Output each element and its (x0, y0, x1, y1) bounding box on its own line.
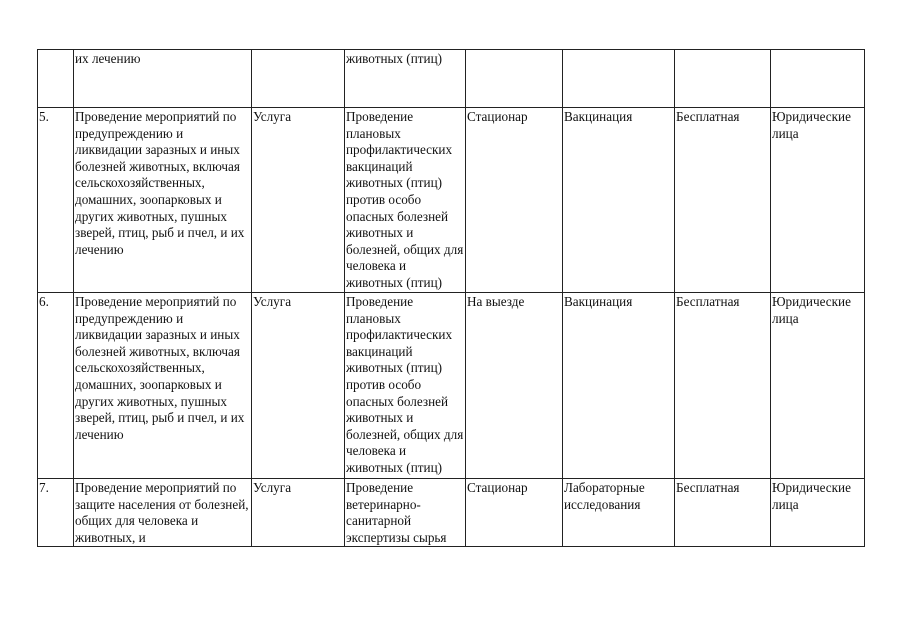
cell-cost (675, 50, 771, 108)
cell-place: Стационар (466, 108, 563, 293)
table-row (38, 108, 865, 293)
cell-activity-name: Проведение мероприятий по предупреждению и ликвидации заразных и иных болезней животных, включая сельскохозяйственных, домашних, зоопарковых и других животных, пушных зверей, птиц, рыб и пчел, и их лечению (74, 293, 252, 479)
cell-form: Лабораторные исследования (563, 479, 675, 547)
cell-activity-name: Проведение мероприятий по защите населения от болезней, общих для человека и животных, и (74, 479, 252, 547)
cell-type: Услуга (252, 108, 345, 293)
cell-recipient: Юридические лица (771, 479, 865, 547)
cell-place: Стационар (466, 479, 563, 547)
table-row (38, 50, 865, 108)
cell-content: Проведение плановых профилактических вакцинаций животных (птиц) против особо опасных болезней животных и болезней, общих для человека и животных (птиц) (345, 293, 466, 479)
table-row (38, 293, 865, 479)
cell-number: 6. (38, 293, 74, 479)
cell-number: 5. (38, 108, 74, 293)
cell-content: Проведение плановых профилактических вакцинаций животных (птиц) против особо опасных болезней животных и болезней, общих для человека и животных (птиц) (345, 108, 466, 293)
cell-type: Услуга (252, 293, 345, 479)
cell-recipient: Юридические лица (771, 108, 865, 293)
cell-activity-name: их лечению (74, 50, 252, 108)
cell-number (38, 50, 74, 108)
table-row (38, 479, 865, 547)
cell-form (563, 50, 675, 108)
cell-content: Проведение ветеринарно-санитарной экспертизы сырья (345, 479, 466, 547)
cell-recipient: Юридические лица (771, 293, 865, 479)
cell-cost: Бесплатная (675, 479, 771, 547)
cell-cost: Бесплатная (675, 293, 771, 479)
cell-cost: Бесплатная (675, 108, 771, 293)
services-table (37, 49, 865, 547)
cell-form: Вакцинация (563, 293, 675, 479)
cell-activity-name: Проведение мероприятий по предупреждению и ликвидации заразных и иных болезней животных, включая сельскохозяйственных, домашних, зоопарковых и других животных, пушных зверей, птиц, рыб и пчел, и их лечению (74, 108, 252, 293)
cell-type (252, 50, 345, 108)
cell-number: 7. (38, 479, 74, 547)
cell-content: животных (птиц) (345, 50, 466, 108)
cell-place: На выезде (466, 293, 563, 479)
cell-form: Вакцинация (563, 108, 675, 293)
cell-recipient (771, 50, 865, 108)
cell-type: Услуга (252, 479, 345, 547)
cell-place (466, 50, 563, 108)
